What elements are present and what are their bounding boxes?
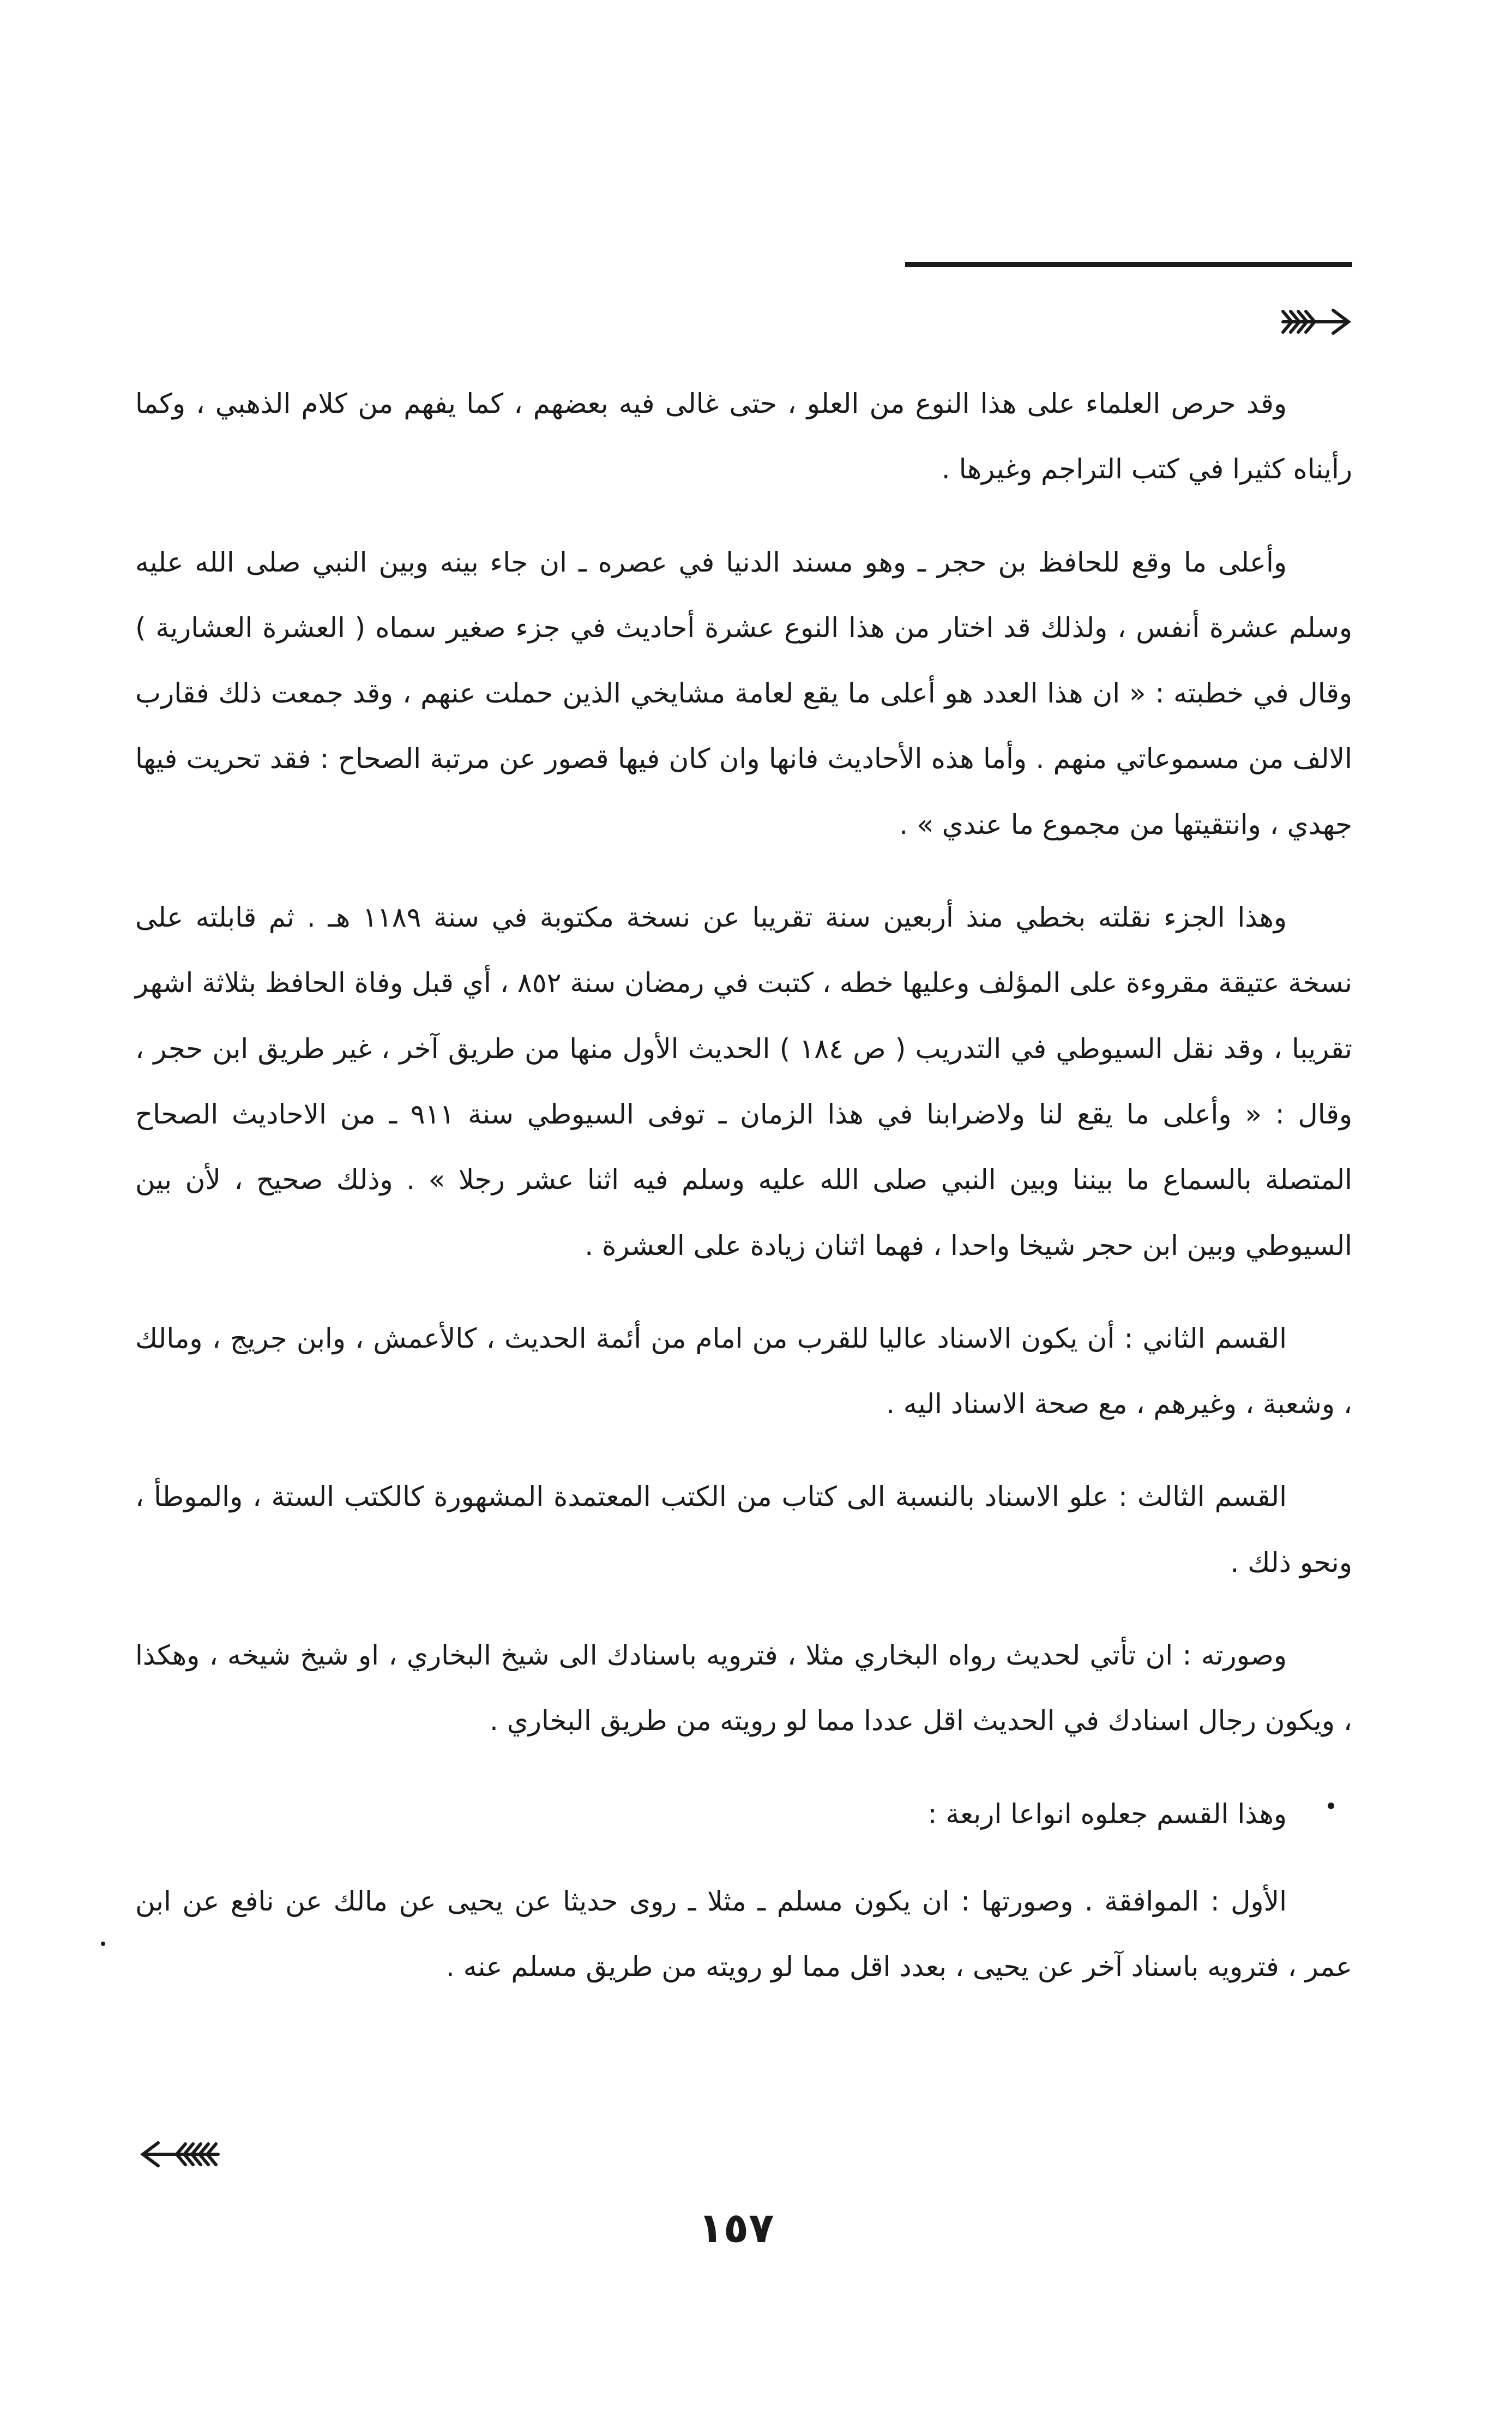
paragraph-5: القسم الثالث : علو الاسناد بالنسبة الى كتاب من الكتب المعتمدة المشهورة كالكتب الستة ، والموطأ ، ونحو ذلك .: [135, 1481, 1352, 1578]
ink-speck: [1328, 1803, 1334, 1809]
body-text: [135, 371, 1352, 2027]
ornament-arrow-right-icon: [1279, 303, 1355, 341]
paragraph-7: وهذا القسم جعلوه انواعا اربعة :: [927, 1798, 1287, 1830]
ink-speck: [101, 1942, 105, 1946]
paragraph-4: القسم الثاني : أن يكون الاسناد عاليا للقرب من امام من أئمة الحديث ، كالأعمش ، وابن جريج ، ومالك ، وشعبة ، وغيرهم ، مع صحة الاسناد اليه .: [135, 1322, 1352, 1420]
header-rule: [905, 262, 1352, 267]
paragraph-6: وصورته : ان تأتي لحديث رواه البخاري مثلا ، فترويه باسنادك الى شيخ البخاري ، او شيخ شيخه ، وهكذا ، ويكون رجال اسنادك في الحديث اقل عددا مما لو رويته من طريق البخاري .: [135, 1639, 1352, 1737]
paragraph-3: وهذا الجزء نقلته بخطي منذ أربعين سنة تقريبا عن نسخة مكتوبة في سنة ١١٨٩ هـ . ثم قابلته على نسخة عتيقة مقروءة على المؤلف وعليها خطه ، كتبت في رمضان سنة ٨٥٢ ، أي قبل وفاة الحافظ بثلاثة اشهر تقريبا ، وقد نقل السيوطي في التدريب ( ص ١٨٤ ) الحديث الأول منها من طريق آخر ، غير طريق ابن حجر ، وقال : « وأعلى ما يقع لنا ولاضرابنا في هذا الزمان ـ توفى السيوطي سنة ٩١١ ـ من الاحاديث الصحاح المتصلة بالسماع ما بيننا وبين النبي صلى الله عليه وسلم فيه اثنا عشر رجلا » . وذلك صحيح ، لأن بين السيوطي وبين ابن حجر شيخا واحدا ، فهما اثنان زيادة على العشرة .: [135, 902, 1353, 1261]
page-number: ١٥٧: [698, 2203, 774, 2252]
paragraph-8: الأول : الموافقة . وصورتها : ان يكون مسلم ـ مثلا ـ روى حديثا عن يحيى عن مالك عن نافع عن ابن عمر ، فترويه باسناد آخر عن يحيى ، بعدد اقل مما لو رويته من طريق مسلم عنه .: [135, 1885, 1352, 1983]
ornament-arrow-left-icon: [136, 2135, 224, 2173]
paragraph-1: وقد حرص العلماء على هذا النوع من العلو ، حتى غالى فيه بعضهم ، كما يفهم من كلام الذهبي ، وكما رأيناه كثيرا في كتب التراجم وغيرها .: [135, 388, 1352, 485]
paragraph-2: وأعلى ما وقع للحافظ بن حجر ـ وهو مسند الدنيا في عصره ـ ان جاء بينه وبين النبي صلى الله عليه وسلم عشرة أنفس ، ولذلك قد اختار من هذا النوع عشرة أحاديث في جزء صغير سماه ( العشرة العشارية ) وقال في خطبته : « ان هذا العدد هو أعلى ما يقع لعامة مشايخي الذين حملت عنهم ، وقد جمعت ذلك فقارب الالف من مسموعاتي منهم . وأما هذه الأحاديث فانها وان كان فيها قصور عن مرتبة الصحاح : فقد تحريت فيها جهدي ، وانتقيتها من مجموع ما عندي » .: [135, 546, 1352, 840]
